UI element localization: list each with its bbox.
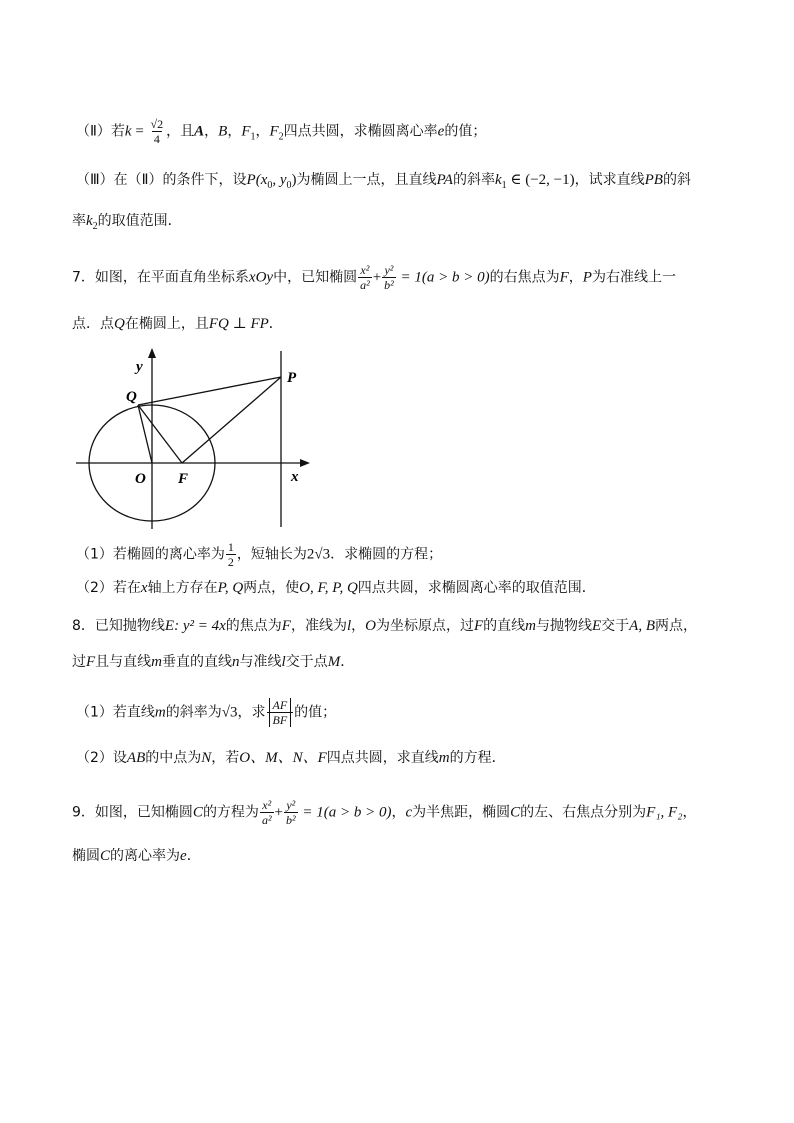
subscript: 0 bbox=[286, 180, 292, 191]
text: 为半焦距，椭圆 bbox=[412, 804, 511, 821]
math-condition: = 1(a > b > 0) bbox=[396, 269, 490, 286]
fraction-x2-a2 bbox=[260, 798, 274, 827]
text: 的右焦点为 bbox=[489, 269, 560, 286]
fraction-1-2 bbox=[226, 540, 236, 569]
frac-den: a² bbox=[360, 278, 370, 292]
q7-sub1 bbox=[76, 540, 442, 569]
frac-num: x² bbox=[262, 798, 272, 812]
math-text: M bbox=[327, 654, 341, 670]
math-2sqrt3: 2√3 bbox=[306, 546, 331, 563]
text: 的值； bbox=[444, 123, 487, 140]
math-text: O bbox=[365, 618, 376, 634]
math-text: F bbox=[281, 618, 291, 634]
q7-line1 bbox=[72, 263, 676, 292]
subscript: 1 bbox=[250, 131, 256, 143]
math-PB: PB bbox=[644, 172, 663, 188]
text: 的离心率为 bbox=[110, 848, 181, 864]
frac-den: b² bbox=[384, 278, 394, 292]
text: 在椭圆上，且 bbox=[124, 316, 209, 332]
math-text: m bbox=[151, 654, 163, 670]
frac-den: a² bbox=[261, 813, 272, 827]
frac-num: y² bbox=[286, 798, 296, 812]
text: 点．点 bbox=[72, 316, 114, 332]
frac-den: 4 bbox=[153, 132, 160, 146]
sub-number: （1） bbox=[76, 546, 113, 563]
text: 如图，在平面直角坐标系 bbox=[94, 269, 249, 286]
segment-QP bbox=[138, 377, 281, 405]
text: ，短轴长为 bbox=[236, 546, 307, 563]
math-text: ) bbox=[291, 172, 297, 188]
sub-number: （1） bbox=[76, 704, 113, 721]
text: 中，已知椭圆 bbox=[273, 269, 358, 286]
text: 的值； bbox=[294, 704, 337, 721]
text: ． bbox=[186, 848, 201, 864]
math-B: B bbox=[218, 123, 228, 140]
math-text: e bbox=[180, 848, 187, 864]
fraction-y2-b2 bbox=[284, 798, 298, 827]
math-text: m bbox=[154, 704, 166, 721]
math-text: P, Q bbox=[217, 580, 244, 596]
text: 为坐标原点，过 bbox=[375, 618, 474, 634]
ellipse-figure bbox=[70, 345, 320, 530]
math-text: E bbox=[591, 618, 602, 634]
text: 椭圆 bbox=[72, 848, 100, 864]
text: 的取值范围． bbox=[97, 213, 182, 229]
math-e: e bbox=[437, 123, 445, 140]
label-O: O bbox=[135, 471, 146, 487]
frac-num: 1 bbox=[227, 540, 234, 554]
x-axis-arrow bbox=[300, 459, 310, 467]
text: 若直线 bbox=[112, 704, 155, 721]
text: 在（Ⅱ）的条件下，设 bbox=[113, 172, 247, 188]
q6-part3-line2 bbox=[72, 211, 182, 237]
label-F: F bbox=[178, 471, 189, 487]
text: ， bbox=[568, 269, 583, 286]
text: 与准线 bbox=[239, 654, 282, 670]
sub-number: （2） bbox=[76, 750, 113, 766]
q8-line1 bbox=[72, 616, 697, 636]
math-range: ∈ (−2, −1) bbox=[506, 172, 575, 188]
math-text: O、M、N、F bbox=[239, 750, 327, 766]
subscript: 2 bbox=[278, 131, 284, 143]
math-text: c bbox=[405, 804, 413, 821]
text: 若 bbox=[110, 123, 125, 140]
math-F1: F bbox=[241, 123, 251, 140]
math-k1: k bbox=[494, 172, 502, 188]
part-number: （Ⅱ） bbox=[76, 123, 111, 140]
text: 交于点 bbox=[285, 654, 328, 670]
math-text: n bbox=[232, 654, 240, 670]
text: 率 bbox=[72, 213, 86, 229]
text: ，试求直线 bbox=[574, 172, 645, 188]
subscript: 0 bbox=[267, 180, 273, 191]
part-number: （Ⅲ） bbox=[76, 172, 114, 188]
text: 如图，已知椭圆 bbox=[94, 804, 193, 821]
q7-sub2 bbox=[76, 578, 596, 598]
text: ，且 bbox=[166, 123, 195, 140]
segment-FP bbox=[182, 377, 281, 463]
math-text: l bbox=[281, 654, 286, 670]
q6-part2-line bbox=[76, 117, 486, 148]
math-text: C bbox=[192, 804, 203, 821]
text: ． bbox=[268, 316, 283, 332]
frac-num: x² bbox=[360, 263, 370, 277]
text: 两点， bbox=[654, 618, 697, 634]
math-text: , y bbox=[272, 172, 287, 188]
q8-sub2 bbox=[76, 748, 506, 768]
text: 的直线 bbox=[483, 618, 526, 634]
text: 为椭圆上一点，且直线 bbox=[296, 172, 437, 188]
text: ，准线为 bbox=[290, 618, 347, 634]
math-F: F bbox=[559, 269, 569, 286]
q7-line2 bbox=[72, 314, 283, 334]
math-condition: = 1(a > b > 0) bbox=[298, 804, 392, 821]
text: 已知抛物线 bbox=[94, 618, 165, 634]
fraction-AF-BF bbox=[267, 698, 294, 727]
text: 的方程． bbox=[449, 750, 506, 766]
question-number: 8． bbox=[72, 618, 95, 634]
math-text: C bbox=[510, 804, 521, 821]
math-perp: FQ ⊥ FP bbox=[208, 316, 269, 332]
y-axis-arrow bbox=[148, 348, 156, 358]
math-text: O, F, P, Q bbox=[299, 580, 358, 596]
math-text: x bbox=[140, 580, 148, 596]
frac-den: BF bbox=[269, 713, 292, 727]
text: 轴上方存在 bbox=[147, 580, 218, 596]
question-number: 7． bbox=[72, 269, 95, 286]
text: 的斜 bbox=[662, 172, 691, 188]
frac-num: √2 bbox=[150, 117, 164, 131]
frac-den: b² bbox=[286, 813, 296, 827]
text: ， bbox=[391, 804, 406, 821]
label-Q: Q bbox=[126, 389, 137, 405]
text: 的焦点为 bbox=[225, 618, 282, 634]
fraction-x2-a2 bbox=[358, 263, 372, 292]
math-text: + bbox=[274, 804, 284, 821]
math-text: N bbox=[201, 750, 212, 766]
math-F2: F bbox=[269, 123, 279, 140]
frac-den: 2 bbox=[227, 555, 234, 569]
math-eq: = bbox=[131, 123, 148, 140]
fraction-y2-b2 bbox=[382, 263, 396, 292]
text: 交于 bbox=[601, 618, 630, 634]
math-parabola: : y² = 4x bbox=[174, 618, 226, 634]
frac-num: y² bbox=[384, 263, 394, 277]
frac-num: AF bbox=[269, 698, 292, 712]
math-P: P(x bbox=[246, 172, 268, 188]
math-text: F₁, F₂ bbox=[646, 804, 683, 821]
math-PA: PA bbox=[436, 172, 453, 188]
math-sqrt3: √3 bbox=[221, 704, 238, 721]
math-Q: Q bbox=[114, 316, 125, 332]
text: ，求 bbox=[237, 704, 266, 721]
math-k: k bbox=[124, 123, 132, 140]
text: 四点共圆，求椭圆离心率 bbox=[283, 123, 438, 140]
text: ， bbox=[204, 123, 219, 140]
math-text: AB bbox=[126, 750, 146, 766]
subscript: 2 bbox=[92, 221, 98, 232]
text: 的左、右焦点分别为 bbox=[520, 804, 647, 821]
q9-line2 bbox=[72, 846, 201, 866]
label-P: P bbox=[287, 370, 297, 386]
q8-line2 bbox=[72, 652, 354, 672]
text: 的斜率 bbox=[452, 172, 495, 188]
text: 设 bbox=[112, 750, 127, 766]
q8-sub1 bbox=[76, 698, 336, 727]
math-text: + bbox=[372, 269, 382, 286]
text: 垂直的直线 bbox=[162, 654, 233, 670]
math-text: m bbox=[438, 750, 450, 766]
math-A: A bbox=[194, 123, 205, 140]
text: ．求椭圆的方程； bbox=[330, 546, 443, 563]
sub-number: （2） bbox=[76, 580, 113, 596]
math-text: F bbox=[86, 654, 96, 670]
text: ， bbox=[255, 123, 270, 140]
text: 若椭圆的离心率为 bbox=[112, 546, 225, 563]
math-P: P bbox=[582, 269, 592, 286]
text: 与抛物线 bbox=[535, 618, 592, 634]
text: 两点，使 bbox=[243, 580, 300, 596]
text: 的斜率为 bbox=[165, 704, 222, 721]
text: ，若 bbox=[211, 750, 240, 766]
text: ， bbox=[351, 618, 366, 634]
text: 且与直线 bbox=[95, 654, 152, 670]
math-text: l bbox=[346, 618, 352, 634]
math-text: E bbox=[164, 618, 175, 634]
fraction-sqrt2-over-4 bbox=[149, 117, 166, 146]
text: ， bbox=[682, 804, 697, 821]
text: 四点共圆，求椭圆离心率的取值范围． bbox=[357, 580, 596, 596]
question-number: 9． bbox=[72, 804, 95, 821]
text: 为右准线上一 bbox=[591, 269, 676, 286]
text: 的方程为 bbox=[202, 804, 259, 821]
q6-part3-line1 bbox=[76, 170, 691, 196]
text: ， bbox=[227, 123, 242, 140]
q9-line1 bbox=[72, 798, 696, 827]
text: 四点共圆，求直线 bbox=[326, 750, 439, 766]
text: ． bbox=[340, 654, 355, 670]
math-text: C bbox=[100, 848, 111, 864]
math-k2: k bbox=[86, 213, 93, 229]
subscript: 1 bbox=[501, 180, 507, 191]
math-text: F bbox=[473, 618, 484, 634]
text: 的中点为 bbox=[145, 750, 202, 766]
text: 若在 bbox=[112, 580, 141, 596]
math-text: m bbox=[525, 618, 536, 634]
math-xOy: xOy bbox=[248, 269, 274, 286]
math-text: A, B bbox=[629, 618, 655, 634]
label-x: x bbox=[291, 469, 299, 485]
text: 过 bbox=[72, 654, 86, 670]
label-y: y bbox=[136, 359, 143, 375]
